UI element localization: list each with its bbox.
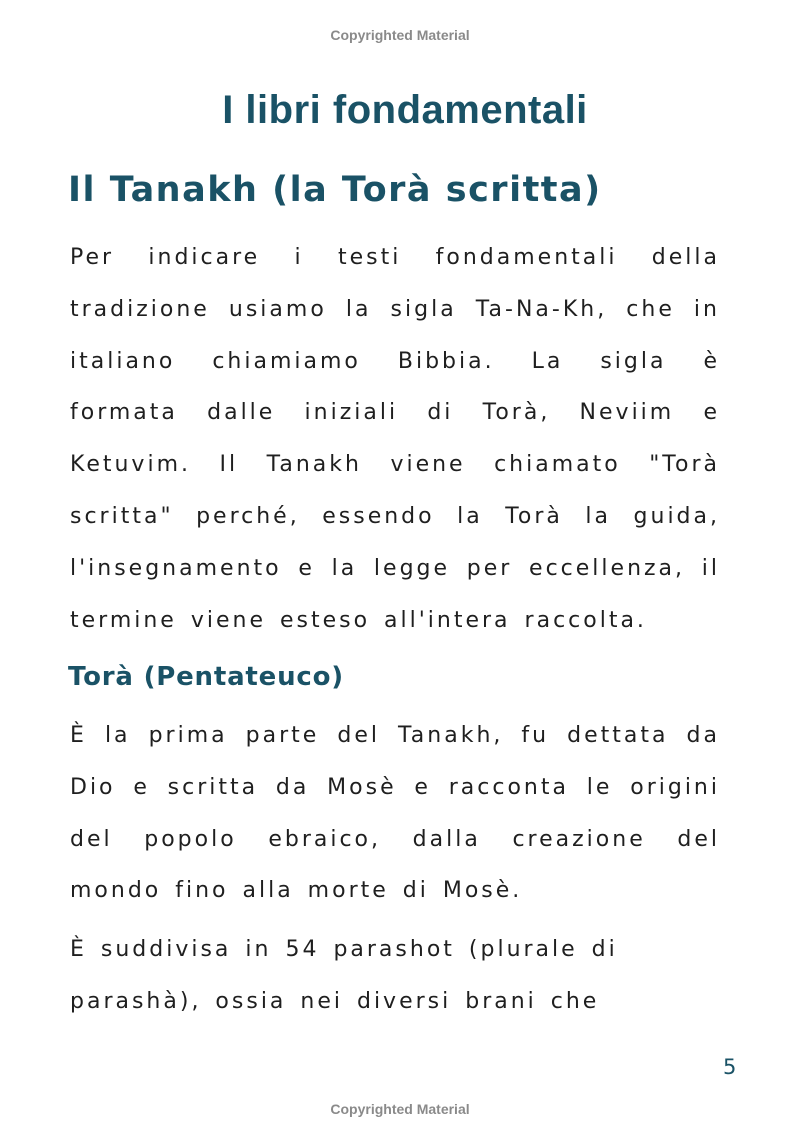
subsection-title: Torà (Pentateuco) <box>68 662 344 692</box>
page-number: 5 <box>723 1055 737 1079</box>
subsection-paragraph-1: È la prima parte del Tanakh, fu dettata da Dio e scritta da Mosè e racconta le origini del popolo ebraico, dalla creazione del mondo fino alla morte di Mosè. <box>70 723 720 904</box>
copyright-notice-top: Copyrighted Material <box>330 27 470 43</box>
subsection-paragraph-2: È suddivisa in 54 parashot (plurale di parashà), ossia nei diversi brani che <box>70 937 618 1014</box>
section-paragraph: Per indicare i testi fondamentali della tradizione usiamo la sigla Ta-Na-Kh, che in italiano chiamiamo Bibbia. La sigla è formata dalle iniziali di Torà, Neviim e Ketuvim. Il Tanakh viene chiamato "Torà scritta" perché, essendo la Torà la guida, l'insegnamento e la legge per eccellenza, il termine viene esteso all'intera raccolta. <box>70 245 720 633</box>
section-title: Il Tanakh (la Torà scritta) <box>68 170 602 210</box>
chapter-title: I libri fondamentali <box>222 88 588 132</box>
copyright-notice-bottom: Copyrighted Material <box>330 1101 470 1117</box>
